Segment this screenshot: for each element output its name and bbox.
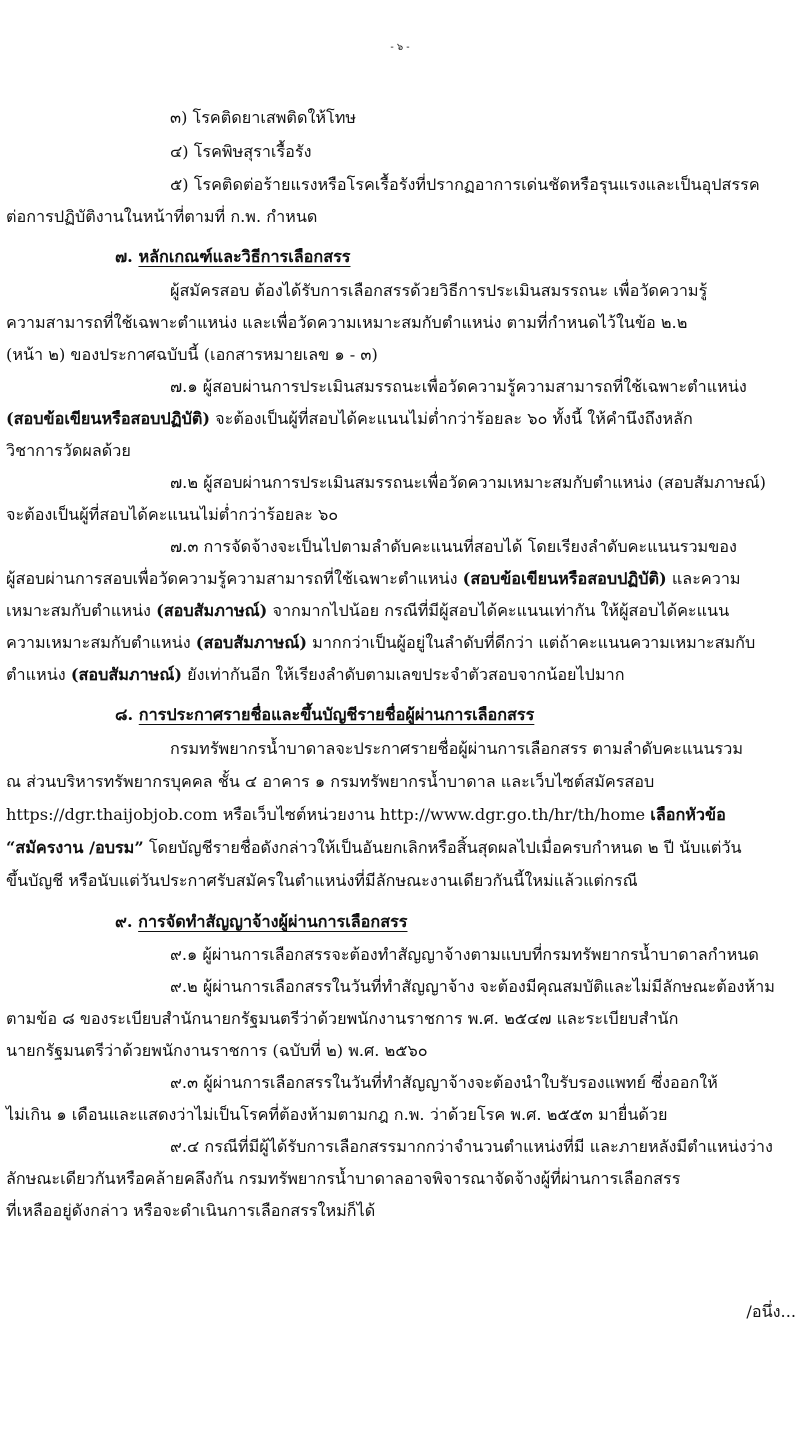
section-8-line-1: กรมทรัพยากรน้ำบาดาลจะประกาศรายชื่อผู้ผ่านการเลือกสรร ตามลำดับคะแนนรวม [170,739,744,758]
clause-7-3-line-2-a: ผู้สอบผ่านการสอบเพื่อวัดความรู้ความสามารถที่ใช้เฉพาะตำแหน่ง [6,569,463,588]
section-8-line-5: ขึ้นบัญชี หรือนับแต่วันประกาศรับสมัครในตำแหน่งที่มีลักษณะงานเดียวกันนี้ใหม่แล้วแต่กรณี [6,871,638,890]
section-7-title: หลักเกณฑ์และวิธีการเลือกสรร [138,247,351,266]
clause-7-1-line-1: ๗.๑ ผู้สอบผ่านการประเมินสมรรถนะเพื่อวัดความรู้ความสามารถที่ใช้เฉพาะตำแหน่ง [170,377,747,396]
section-8-line-4-bold: “สมัครงาน /อบรม” [6,838,144,857]
page-number: - ๖ - [390,42,410,53]
list-item-5-line-2: ต่อการปฏิบัติงานในหน้าที่ตามที่ ก.พ. กำหนด [6,207,318,226]
clause-7-3-line-2-b: และความ [666,569,741,588]
section-7-intro-line-1: ผู้สมัครสอบ ต้องได้รับการเลือกสรรด้วยวิธีการประเมินสมรรถนะ เพื่อวัดความรู้ [170,281,708,300]
section-7-heading [115,245,350,269]
section-8-title: การประกาศรายชื่อและขึ้นบัญชีรายชื่อผู้ผ่านการเลือกสรร [138,705,535,724]
clause-7-1-line-2-rest: จะต้องเป็นผู้ที่สอบได้คะแนนไม่ต่ำกว่าร้อยละ ๖๐ ทั้งนี้ ให้คำนึงถึงหลัก [210,409,693,428]
clause-7-3-line-4-bold: (สอบสัมภาษณ์) [195,633,307,652]
section-9-title: การจัดทำสัญญาจ้างผู้ผ่านการเลือกสรร [138,912,408,931]
clause-7-2-line-2: จะต้องเป็นผู้ที่สอบได้คะแนนไม่ต่ำกว่าร้อยละ ๖๐ [6,505,339,524]
section-8-line-4-b: โดยบัญชีรายชื่อดังกล่าวให้เป็นอันยกเลิกหรือสิ้นสุดผลไปเมื่อครบกำหนด ๒ ปี นับแต่วัน [143,838,742,857]
clause-7-3-line-2 [6,567,741,591]
clause-9-2-line-3: นายกรัฐมนตรีว่าด้วยพนักงานราชการ (ฉบับที่ ๒) พ.ศ. ๒๕๖๐ [6,1041,428,1060]
clause-7-3-line-3-bold: (สอบสัมภาษณ์) [156,601,268,620]
clause-7-1-bold: (สอบข้อเขียนหรือสอบปฏิบัติ) [6,409,211,428]
clause-7-3-line-5-b: ยังเท่ากันอีก ให้เรียงลำดับตามเลขประจำตัวสอบจากน้อยไปมาก [182,665,625,684]
clause-9-2-line-1: ๙.๒ ผู้ผ่านการเลือกสรรในวันที่ทำสัญญาจ้าง จะต้องมีคุณสมบัติและไม่มีลักษณะต้องห้าม [170,977,775,996]
clause-9-4-line-3: ที่เหลืออยู่ดังกล่าว หรือจะดำเนินการเลือกสรรใหม่ก็ได้ [6,1201,376,1220]
section-7-intro-line-2: ความสามารถที่ใช้เฉพาะตำแหน่ง และเพื่อวัดความเหมาะสมกับตำแหน่ง ตามที่กำหนดไว้ในข้อ ๒.๒ [6,313,688,332]
clause-9-1: ๙.๑ ผู้ผ่านการเลือกสรรจะต้องทำสัญญาจ้างตามแบบที่กรมทรัพยากรน้ำบาดาลกำหนด [170,945,759,964]
clause-9-3-line-1: ๙.๓ ผู้ผ่านการเลือกสรรในวันที่ทำสัญญาจ้างจะต้องนำใบรับรองแพทย์ ซึ่งออกให้ [170,1073,718,1092]
clause-7-3-line-4-b: มากกว่าเป็นผู้อยู่ในลำดับที่ดีกว่า แต่ถ้าคะแนนความเหมาะสมกับ [307,633,756,652]
clause-7-3-line-4-a: ความเหมาะสมกับตำแหน่ง [6,633,196,652]
clause-7-3-line-3-a: เหมาะสมกับตำแหน่ง [6,601,157,620]
clause-7-3-line-5-a: ตำแหน่ง [6,665,71,684]
list-item-5-line-1: ๕) โรคติดต่อร้ายแรงหรือโรคเรื้อรังที่ปรากฏอาการเด่นชัดหรือรุนแรงและเป็นอุปสรรค [170,175,760,194]
clause-7-3-line-5 [6,663,625,687]
clause-7-3-line-4 [6,631,755,655]
clause-7-3-line-1: ๗.๓ การจัดจ้างจะเป็นไปตามลำดับคะแนนที่สอบได้ โดยเรียงลำดับคะแนนรวมของ [170,537,737,556]
section-8-urls: https://dgr.thaijobjob.com หรือเว็บไซต์หน่วยงาน http://www.dgr.go.th/hr/th/home [6,805,651,824]
section-9-heading [115,910,407,934]
section-7-number: ๗. [115,247,133,266]
section-8-line-2: ณ ส่วนบริหารทรัพยากรบุคคล ชั้น ๔ อาคาร ๑ กรมทรัพยากรน้ำบาดาล และเว็บไซต์สมัครสอบ [6,772,655,791]
section-8-number: ๘. [115,705,134,724]
section-8-line-3-bold: เลือกหัวข้อ [650,805,726,824]
section-8-line-3 [6,803,726,827]
continuation-marker: /อนึ่ง... [746,1302,796,1321]
list-item-3: ๓) โรคติดยาเสพติดให้โทษ [170,108,357,127]
list-item-4: ๔) โรคพิษสุราเรื้อรัง [170,142,312,161]
clause-7-3-line-3 [6,599,729,623]
clause-7-3-line-3-b: จากมากไปน้อย กรณีที่มีผู้สอบได้คะแนนเท่ากัน ให้ผู้สอบได้คะแนน [267,601,730,620]
clause-7-3-line-2-bold: (สอบข้อเขียนหรือสอบปฏิบัติ) [462,569,667,588]
section-9-number: ๙. [115,912,133,931]
section-8-line-4 [6,836,742,860]
clause-7-1-line-3: วิชาการวัดผลด้วย [6,441,131,460]
clause-7-2-line-1: ๗.๒ ผู้สอบผ่านการประเมินสมรรถนะเพื่อวัดความเหมาะสมกับตำแหน่ง (สอบสัมภาษณ์) [170,473,766,492]
clause-7-3-line-5-bold: (สอบสัมภาษณ์) [70,665,183,684]
section-7-intro-line-3: (หน้า ๒) ของประกาศฉบับนี้ (เอกสารหมายเลข ๑ - ๓) [6,345,378,364]
clause-9-3-line-2: ไม่เกิน ๑ เดือนและแสดงว่าไม่เป็นโรคที่ต้องห้ามตามกฎ ก.พ. ว่าด้วยโรค พ.ศ. ๒๕๕๓ มายื่นด้วย [6,1105,668,1124]
clause-7-1-line-2 [6,407,693,431]
clause-9-4-line-2: ลักษณะเดียวกันหรือคล้ายคลึงกัน กรมทรัพยากรน้ำบาดาลอาจพิจารณาจัดจ้างผู้ที่ผ่านการเลือกสรร [6,1169,681,1188]
clause-9-2-line-2: ตามข้อ ๘ ของระเบียบสำนักนายกรัฐมนตรีว่าด้วยพนักงานราชการ พ.ศ. ๒๕๔๗ และระเบียบสำนัก [6,1009,679,1028]
clause-9-4-line-1: ๙.๔ กรณีที่มีผู้ได้รับการเลือกสรรมากกว่าจำนวนตำแหน่งที่มี และภายหลังมีตำแหน่งว่าง [170,1137,773,1156]
section-8-heading [115,703,534,727]
